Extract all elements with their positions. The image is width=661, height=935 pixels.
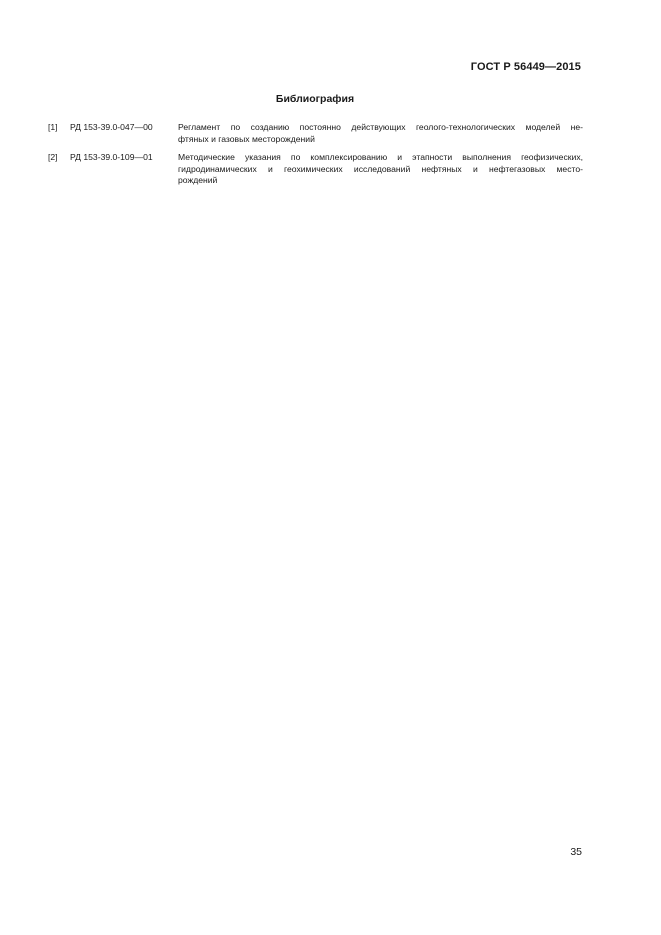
bibliography-list bbox=[48, 122, 583, 194]
bibliography-text-line: гидродинамических и геохимических исследований нефтяных и нефтегазовых место- bbox=[178, 163, 583, 174]
bibliography-entry bbox=[48, 122, 583, 145]
bibliography-text-line: Методические указания по комплексированию и этапности выполнения геофизических, bbox=[178, 152, 583, 163]
page-number: 35 bbox=[570, 846, 582, 858]
section-title: Библиография bbox=[275, 93, 355, 105]
bibliography-code: РД 153-39.0-047—00 bbox=[70, 122, 153, 132]
bibliography-text-line: рождений bbox=[178, 175, 218, 186]
bibliography-text-line: фтяных и газовых месторождений bbox=[178, 133, 315, 144]
bibliography-entry bbox=[48, 152, 583, 187]
bibliography-number: [1] bbox=[48, 122, 58, 132]
document-code: ГОСТ Р 56449—2015 bbox=[470, 61, 581, 73]
bibliography-code: РД 153-39.0-109—01 bbox=[70, 152, 153, 163]
bibliography-number: [2] bbox=[48, 152, 58, 163]
bibliography-description bbox=[178, 152, 583, 187]
bibliography-description bbox=[178, 122, 583, 145]
bibliography-text-line: Регламент по созданию постоянно действующих геолого-технологических моделей не- bbox=[178, 122, 583, 132]
